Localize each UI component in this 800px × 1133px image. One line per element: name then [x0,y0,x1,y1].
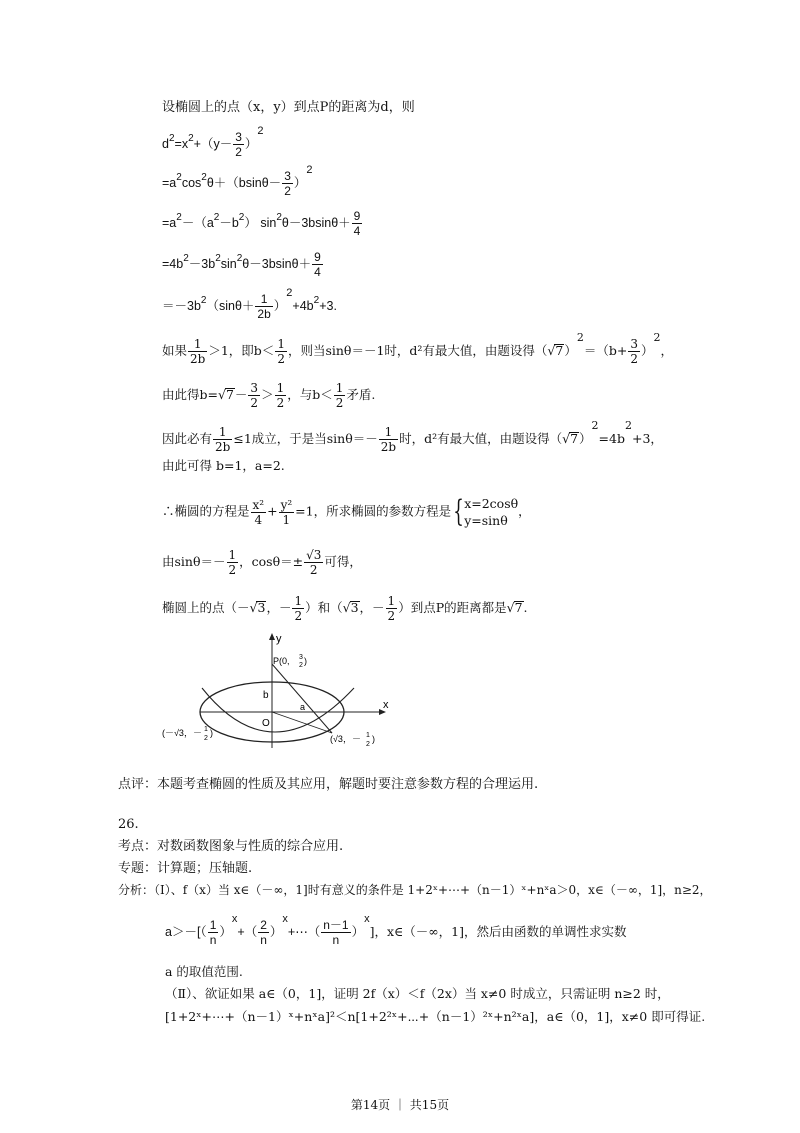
fenxi-line: 分析：（Ⅰ）、f（x）当 x∈（－∞，1]时有意义的条件是 1+2ˣ+⋯+（n－1）ˣ+nˣa＞0，x∈（－∞，1]，n≥2， [118,883,712,897]
label-b: b [263,690,269,701]
right-point-label: (√3，－ [330,734,361,744]
frac-den: 2 [294,609,303,623]
frac-den: 2b [215,440,231,454]
frac-num: 1 [335,381,344,395]
text: ＞1，即b＜ [208,343,275,358]
kaodian-line: 考点：对数函数图象与性质的综合应用. [118,839,344,854]
eq-term: d [162,136,169,151]
frac-den: 2 [277,352,285,366]
fraction [213,425,232,454]
y-arrow-icon [269,633,275,640]
exponent: 2 [591,419,599,432]
fraction [208,918,219,947]
exponent: 2 [624,419,632,432]
frac-den: 2b [190,352,206,366]
right-point-den: 2 [366,741,370,748]
text: 椭圆上的点（－ [162,600,250,615]
frac-den: n [260,933,267,947]
zhuanti-line: 专题：计算题；压轴题. [118,861,253,876]
text: ＝（b+ [583,343,628,358]
eq-term: =x [174,136,189,151]
exponent: 2 [306,163,313,176]
frac-den: n [209,933,217,947]
frac-num: 1 [218,425,227,439]
frac-num: 1 [384,425,393,439]
text: ） [640,343,654,358]
frac-num: 9 [314,250,321,264]
frac-num: 3 [284,169,291,183]
frac-num: √3 [306,548,322,562]
text: +3， [631,431,663,446]
eq-term: +（ [237,924,258,939]
equation-line-3: $=a^2\cos^2\theta+(bsin\theta-$ $\frac{3}{2}$ ）2 [162,163,313,198]
eq-term: sin [220,256,237,271]
frac-den: 2 [235,145,242,159]
sin-cos-line [162,548,362,577]
text: + [267,503,278,519]
left-point-num: 1 [204,726,208,733]
frac-den: 2 [284,184,291,198]
text: ， [518,503,531,519]
frac-num: 1 [209,918,217,932]
text: ∴椭圆的方程是 [162,503,250,519]
eq-term: +⋯（ [287,924,321,939]
frac-den: 2 [630,352,638,366]
text: 如果 [162,343,188,358]
frac-num: 1 [387,594,396,608]
text: ＞ [261,387,274,402]
points-distance-line: 椭圆上的点（－√3，－ $\frac{1}{2}$ ）和（√3，－ $\frac{1}{2}$ ）到点P的距离都是√7. [162,594,528,623]
exponent: 2 [257,124,264,137]
sqrt-radicand: 3 [257,600,266,615]
frac-den: 2 [250,396,259,410]
frac-num: 1 [228,548,237,562]
fraction [275,381,287,410]
frac-num: 2 [260,918,267,932]
page-footer: 第14页 ｜ 共15页 [350,1098,450,1112]
part2-line-a: （Ⅱ）、欲证如果 a∈（0，1]，证明 2f（x）＜f（2x）当 x≠0 时成立，只需证明 n≥2 时， [165,986,670,1001]
eq-term: +4b [292,298,314,313]
fraction [312,250,323,279]
fraction [255,292,272,321]
fraction [251,498,267,527]
frac-num: 3 [630,337,638,351]
left-point-den: 2 [204,735,208,742]
eq-term: ＝－3b [162,298,201,313]
point-p-den: 2 [299,662,303,669]
eq-term: （sinθ＋ [206,298,255,313]
question-number: 26. [118,817,139,832]
text: ） [564,343,577,358]
eq-term: cos [181,175,202,190]
text: 可得， [324,554,362,569]
text: 矛盾. [346,387,376,402]
frac-num: x² [252,497,265,512]
eq-term: ]，x∈（－∞，1]，然后由函数的单调性求实数 [369,923,627,939]
text: ）到点P的距离都是 [398,600,507,615]
frac-num: 3 [250,381,259,395]
label-origin: O [262,718,270,729]
fraction [188,337,207,366]
frac-den: 1 [279,512,295,527]
fraction [379,425,398,454]
point-p-num: 3 [299,654,303,661]
frac-num: n－1 [323,918,349,932]
point-p-label: P(0, [273,656,290,666]
equation-line-6: $=-3b^2(\sin\theta+$ $\frac{1}{2b}$ ）$2+4b^2+3$. [162,286,337,321]
case-analysis-line: 如果 $\frac{1}{2b}$ ＞1，即b＜ $\frac{1}{2}$ ，则当sinθ＝－1时，d²有最大值，由题设得（√7）2＝（b+ $\frac{3}{2}$ ）2， [162,331,674,366]
frac-den: 2 [276,396,285,410]
fraction [628,337,640,366]
fraction [227,548,239,577]
fraction [334,381,346,410]
range-line: a 的取值范围. [165,964,243,979]
sqrt-radicand: 7 [570,431,579,446]
exponent: 2 [576,331,584,344]
right-point-close: ) [372,734,375,744]
eq-term: θ＋（bsinθ－ [206,175,282,190]
frac-den: 2 [304,562,323,577]
text-line-distance-intro: 设椭圆上的点（x，y）到点P的距离为d，则 [162,100,415,115]
parametric-system [464,495,518,529]
fraction [386,594,398,623]
x-axis-label: x [383,699,389,711]
frac-den: 2 [387,609,396,623]
eq-term: －（a [181,215,214,230]
equation-d-squared: $d^2=x^2+(y-$ $\frac{3}{2}$ ）2 [162,124,264,159]
eq-term: θ－3bsinθ＋ [281,215,351,230]
fraction [282,169,293,198]
frac-num: 1 [193,337,202,351]
text: . [523,600,528,615]
text: =4b [598,431,625,446]
text: 由sinθ＝－ [162,554,226,569]
frac-num: 1 [276,381,285,395]
text: ，与b＜ [287,387,333,402]
fraction [258,918,269,947]
left-point-close: ) [210,728,213,738]
sqrt-radicand: 3 [350,600,359,615]
eq-term: ） [244,136,258,151]
label-a: a [300,702,306,712]
eq-term: +3. [319,298,337,313]
frac-num: 9 [353,209,361,223]
eq-term: ） sin [244,215,277,230]
ellipse-equation-line [162,495,531,529]
frac-num: 3 [235,130,242,144]
frac-den: 2 [228,563,237,577]
eq-term: ） [273,298,287,313]
fraction [275,337,287,366]
fraction [233,130,244,159]
eq-term: －b [219,215,239,230]
equation-line-5: $=4b^2-3b^2\sin^2\theta-3bsin\theta+$ $\frac{9}{4}$ [162,250,321,279]
frac-den: 4 [251,512,267,527]
sqrt-radicand: 7 [225,387,234,402]
text: 由此得b= [162,387,218,402]
eq-term: ） [351,924,365,939]
exponent: x [364,912,370,925]
param-y: y=sinθ [464,513,508,528]
text: ） [579,431,592,446]
fraction [292,594,304,623]
text: ， [660,343,674,358]
fraction [321,918,350,947]
text: 时，d²有最大值，由题设得（ [399,431,563,446]
eq-term: θ－3bsinθ＋ [242,256,312,271]
frac-den: 2 [335,396,344,410]
second-case-line: 因此必有 $\frac{1}{2b}$ ≤1成立，于是当sinθ＝－ $\frac{1}{2b}$ 时，d²有最大值，由题设得（√7）2=4b2+3， [162,419,663,454]
eq-term: a＞－[（ [165,924,207,939]
text: ，－ [359,600,385,615]
frac-den: 4 [353,224,361,238]
text: ，－ [266,600,292,615]
exponent: 2 [286,286,293,299]
point-p-close: ) [304,656,307,666]
ellipse-diagram [160,630,400,750]
left-point-label: (－√3，－ [162,728,202,738]
text: =1，所求椭圆的参数方程是 [295,503,452,519]
text: － [234,387,248,402]
frac-den: 2b [257,307,271,321]
param-x: x=2cosθ [464,496,519,511]
text: ，cosθ＝± [239,554,304,569]
left-brace: { [453,494,464,529]
eq-term: ） [269,924,283,939]
text: 因此必有 [162,431,213,446]
eq-term: =a [162,175,177,190]
frac-den: 2b [380,440,397,454]
right-point-num: 1 [366,732,370,739]
inequality-line [165,912,627,947]
eq-term: =a [162,215,177,230]
sqrt-radicand: 7 [555,343,564,358]
equation-line-4: $=a^2-(a^2-b^2)$ $\sin^2\theta-3bsin\theta+$ $\frac{9}{4}$ [162,209,361,238]
eq-term: +（y－ [193,136,233,151]
text: ）和（ [305,600,343,615]
exponent: x [282,912,288,925]
eq-term: ） [293,175,307,190]
frac-num: y² [280,497,293,512]
exponent: 2 [653,331,661,344]
sqrt-radicand: 7 [514,600,523,615]
y-axis-label: y [276,633,282,645]
text: ≤1成立，于是当sinθ＝－ [233,431,378,446]
frac-num: 1 [294,594,303,608]
ellipse-figure [160,630,400,750]
eq-term: －3b [188,256,216,271]
fraction [248,381,260,410]
frac-den: 4 [314,265,321,279]
frac-num: 1 [260,292,268,306]
result-line: 由此可得 b=1，a=2. [162,458,285,473]
frac-den: n [321,932,350,947]
fraction [304,548,323,577]
contradiction-line: 由此得b=√7－ $\frac{3}{2}$ ＞ $\frac{1}{2}$ ，与b＜ $\frac{1}{2}$ 矛盾. [162,381,376,410]
frac-num: 1 [277,337,285,351]
text: ，则当sinθ＝－1时，d²有最大值，由题设得（ [287,343,548,358]
part2-line-b: [1+2ˣ+⋯+（n－1）ˣ+nˣa]²＜n[1+2²ˣ+⋯+（n－1）²ˣ+n²ˣa]，a∈（0，1]，x≠0 即可得证. [165,1009,706,1024]
eq-term: =4b [162,256,184,271]
exponent: x [231,912,238,925]
eq-term: ） [219,924,232,939]
fraction [352,209,363,238]
review-comment: 点评：本题考查椭圆的性质及其应用，解题时要注意参数方程的合理运用. [118,777,539,792]
fraction [279,498,295,527]
